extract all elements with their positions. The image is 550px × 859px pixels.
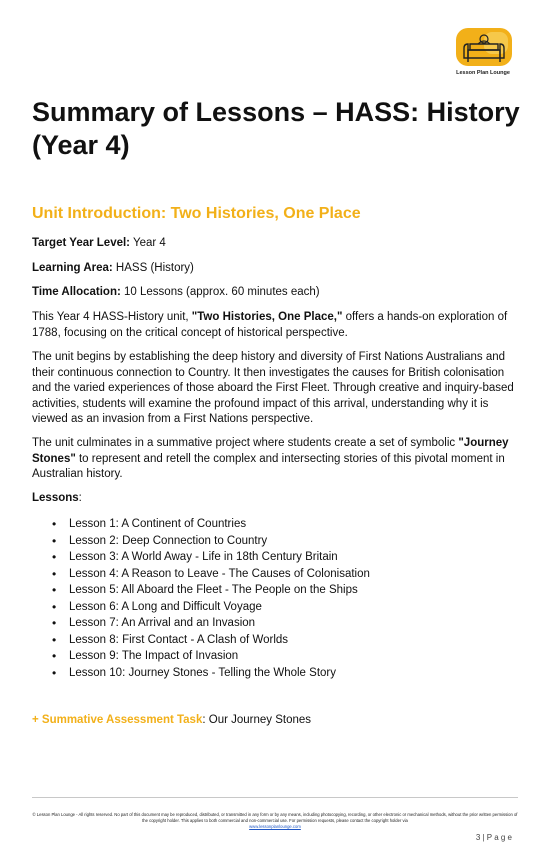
- summative-assessment: [32, 714, 311, 726]
- meta-label: Learning Area:: [32, 262, 113, 274]
- unit-name: "Two Histories, One Place,": [191, 311, 343, 323]
- culminate-paragraph: [32, 436, 520, 483]
- text-run: to represent and retell the complex and intersecting stories of this pivotal moment in Australian history.: [32, 452, 505, 480]
- project-name: "Journey Stones": [32, 437, 509, 465]
- text-run: The unit culminates in a summative project where students create a set of symbolic: [32, 437, 459, 449]
- lesson-list: [52, 516, 370, 681]
- meta-label: Time Allocation:: [32, 286, 121, 298]
- copyright-footer: [32, 812, 518, 830]
- list-item: • Lesson 3: A World Away - Life in 18th Century Britain: [52, 549, 370, 566]
- body-paragraph: The unit begins by establishing the deep history and diversity of First Nations Australians and their continuous connection to Country. It then investigates the causes for British colonisation and the varied experiences of those aboard the First Fleet. Through creative and inquiry-based activities, students will examine the profound impact of this arrival, understanding why it is viewed as an invasion from a First Nations perspective.: [32, 351, 514, 425]
- text-run: offers a hands-on exploration of 1788, focusing on the critical concept of historical perspective.: [32, 311, 508, 339]
- list-item: • Lesson 4: A Reason to Leave - The Causes of Colonisation: [52, 566, 370, 583]
- website-link[interactable]: www.lessonplanlounge.com: [249, 824, 301, 829]
- lessons-label-colon: :: [78, 492, 82, 504]
- page-title: Summary of Lessons – HASS: History (Year 4): [32, 97, 520, 160]
- page-number: [476, 833, 512, 842]
- list-item: • Lesson 7: An Arrival and an Invasion: [52, 615, 370, 632]
- meta-value: HASS (History): [112, 262, 194, 274]
- list-item: • Lesson 6: A Long and Difficult Voyage: [52, 599, 370, 616]
- list-item: • Lesson 5: All Aboard the Fleet - The People on the Ships: [52, 582, 370, 599]
- meta-label: Target Year Level:: [32, 237, 131, 249]
- footer-divider: [32, 797, 518, 798]
- page-number-value: 3: [475, 833, 481, 842]
- list-item: • Lesson 8: First Contact - A Clash of Worlds: [52, 632, 370, 649]
- list-item: • Lesson 1: A Continent of Countries: [52, 516, 370, 533]
- lessons-label-text: Lessons: [32, 492, 79, 504]
- meta-value: Year 4: [130, 237, 166, 249]
- meta-value: 10 Lessons (approx. 60 minutes each): [120, 286, 320, 298]
- intro-paragraph: [32, 310, 520, 341]
- meta-learning-area: [32, 262, 194, 274]
- assessment-label: + Summative Assessment Task: [32, 714, 203, 726]
- unit-heading: Unit Introduction: Two Histories, One Place: [32, 205, 361, 222]
- page-label: | P a g e: [480, 833, 512, 842]
- lessons-label: [32, 492, 82, 504]
- copyright-text: © Lesson Plan Lounge - All rights reserved. No part of this document may be reproduced, distributed, or transmitted in any form or by any means, including photocopying, recording, or other electronic or mechanical methods, without the prior written permission of the copyright holder. This applies to both commercial and non-commercial use. For permission requests, please contact the copyright holder via: [32, 812, 518, 823]
- meta-target-year: [32, 237, 166, 249]
- list-item: • Lesson 10: Journey Stones - Telling the Whole Story: [52, 665, 370, 682]
- meta-time-allocation: [32, 286, 320, 298]
- text-run: This Year 4 HASS-History unit,: [32, 311, 192, 323]
- list-item: • Lesson 2: Deep Connection to Country: [52, 533, 370, 550]
- assessment-value: : Our Journey Stones: [202, 714, 312, 726]
- lesson-plan-lounge-logo: [448, 26, 518, 80]
- sofa-logo-icon: [454, 26, 514, 68]
- logo-text: Lesson Plan Lounge: [456, 70, 510, 76]
- list-item: • Lesson 9: The Impact of Invasion: [52, 648, 370, 665]
